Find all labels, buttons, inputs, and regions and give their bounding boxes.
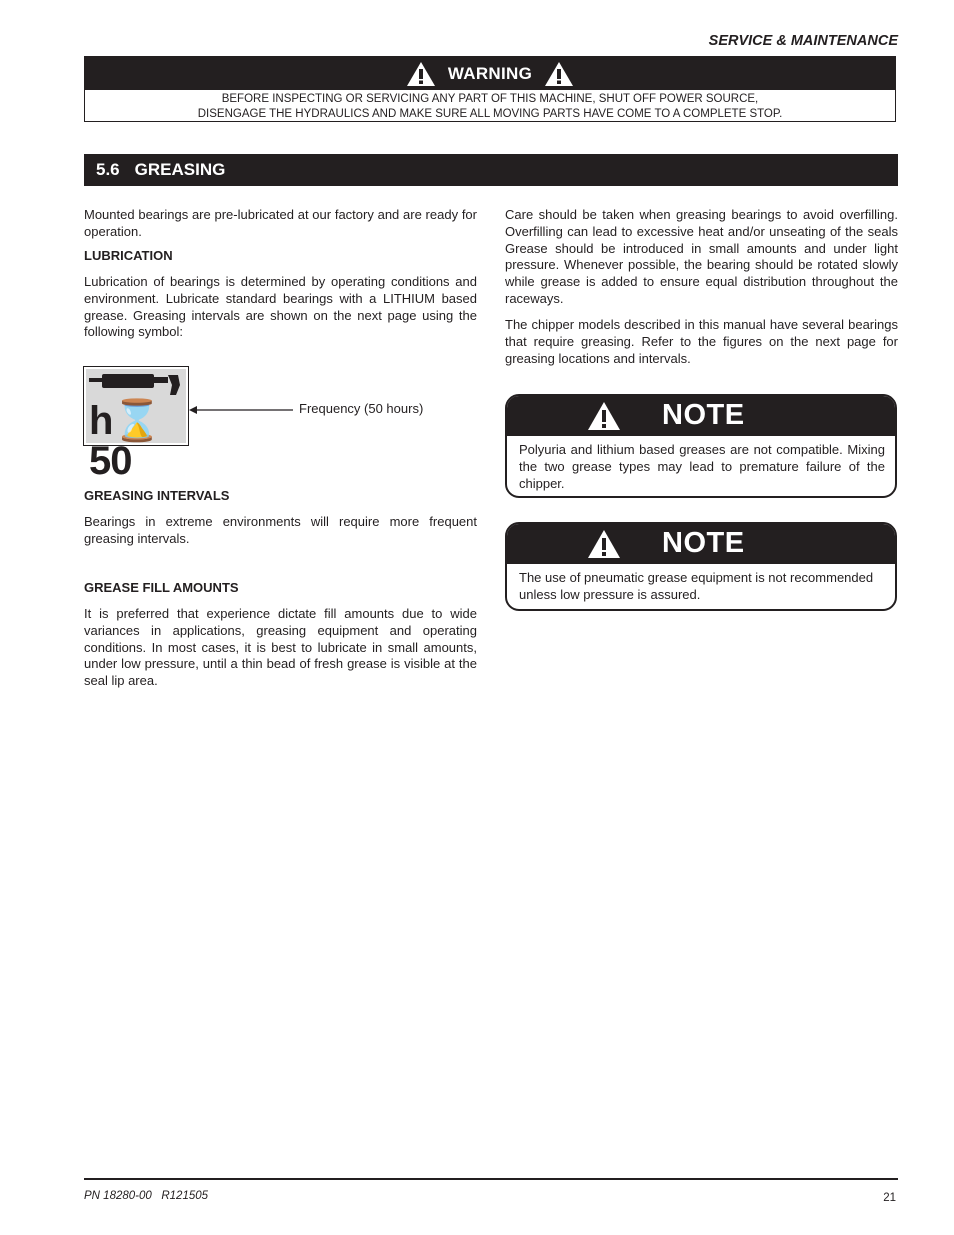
warning-triangle-icon xyxy=(587,529,621,559)
warning-line-2: DISENGAGE THE HYDRAULICS AND MAKE SURE ALL MOVING PARTS HAVE COME TO A COMPLETE STOP. xyxy=(197,108,783,120)
note-text: The use of pneumatic grease equipment is not recommended unless low pressure is assured. xyxy=(519,570,874,602)
grease-frequency-symbol xyxy=(83,366,189,483)
footer-divider xyxy=(84,1178,898,1180)
note-text: Polyuria and lithium based greases are not compatible. Mixing the two grease types may lead to premature failure of the chipper. xyxy=(519,442,885,491)
section-number: 5.6 xyxy=(96,160,120,179)
note-box-pneumatic xyxy=(505,522,897,611)
lubrication-heading: LUBRICATION xyxy=(84,248,173,263)
warning-title: WARNING xyxy=(447,63,533,83)
footer-part-number: PN 18280-00 R121505 xyxy=(84,1190,209,1202)
intervals-heading: GREASING INTERVALS xyxy=(84,488,230,503)
symbol-caption: Frequency (50 hours) xyxy=(299,401,424,416)
warning-triangle-icon xyxy=(544,61,574,87)
page-number: 21 xyxy=(883,1192,896,1204)
warning-bar xyxy=(85,57,895,90)
fill-heading: GREASE FILL AMOUNTS xyxy=(84,580,239,595)
fill-paragraph: It is preferred that experience dictate fill amounts due to wide variances in applications, greasing equipment and operating conditions. In most cases, it is best to lubricate in small amounts, under low pressure, until a thin bead of fresh grease is visible at the seal lip area. xyxy=(84,606,477,689)
warning-triangle-icon xyxy=(406,61,436,87)
warning-box xyxy=(84,56,896,122)
models-paragraph: The chipper models described in this manual have several bearings that require greasing. Refer to the figures on the next page for greasing locations and intervals. xyxy=(505,317,898,366)
section-heading xyxy=(84,154,898,186)
left-column xyxy=(84,207,477,241)
intro-paragraph: Mounted bearings are pre-lubricated at our factory and are ready for operation. xyxy=(84,207,477,239)
section-title: GREASING xyxy=(134,160,226,179)
warning-triangle-icon xyxy=(587,401,621,431)
note-box-compatibility xyxy=(505,394,897,498)
intervals-paragraph: Bearings in extreme environments will require more frequent greasing intervals. xyxy=(84,514,477,546)
header-section-title: SERVICE & MAINTENANCE xyxy=(708,33,898,49)
arrow-icon xyxy=(188,402,298,418)
care-paragraph: Care should be taken when greasing bearings to avoid overfilling. Overfilling can lead to excessive heat and/or unseating of the seals Grease should be introduced in small amounts and under light pressure. Whenever possible, the bearing should be rotated slowly while grease is added to ensure equal distribution throughout the raceways. xyxy=(505,207,898,306)
note-title: NOTE xyxy=(662,527,745,559)
note-title: NOTE xyxy=(662,399,745,431)
symbol-label: h⌛50 xyxy=(89,399,162,483)
lubrication-paragraph: Lubrication of bearings is determined by operating conditions and environment. Lubricate standard bearings with a LITHIUM based grease. Greasing intervals are shown on the next page using the following symbol: xyxy=(84,274,477,340)
grease-gun-icon xyxy=(86,371,186,401)
note-bar xyxy=(507,396,895,436)
warning-line-1: BEFORE INSPECTING OR SERVICING ANY PART OF THIS MACHINE, SHUT OFF POWER SOURCE, xyxy=(221,93,759,105)
note-bar xyxy=(507,524,895,564)
warning-text xyxy=(85,90,895,122)
